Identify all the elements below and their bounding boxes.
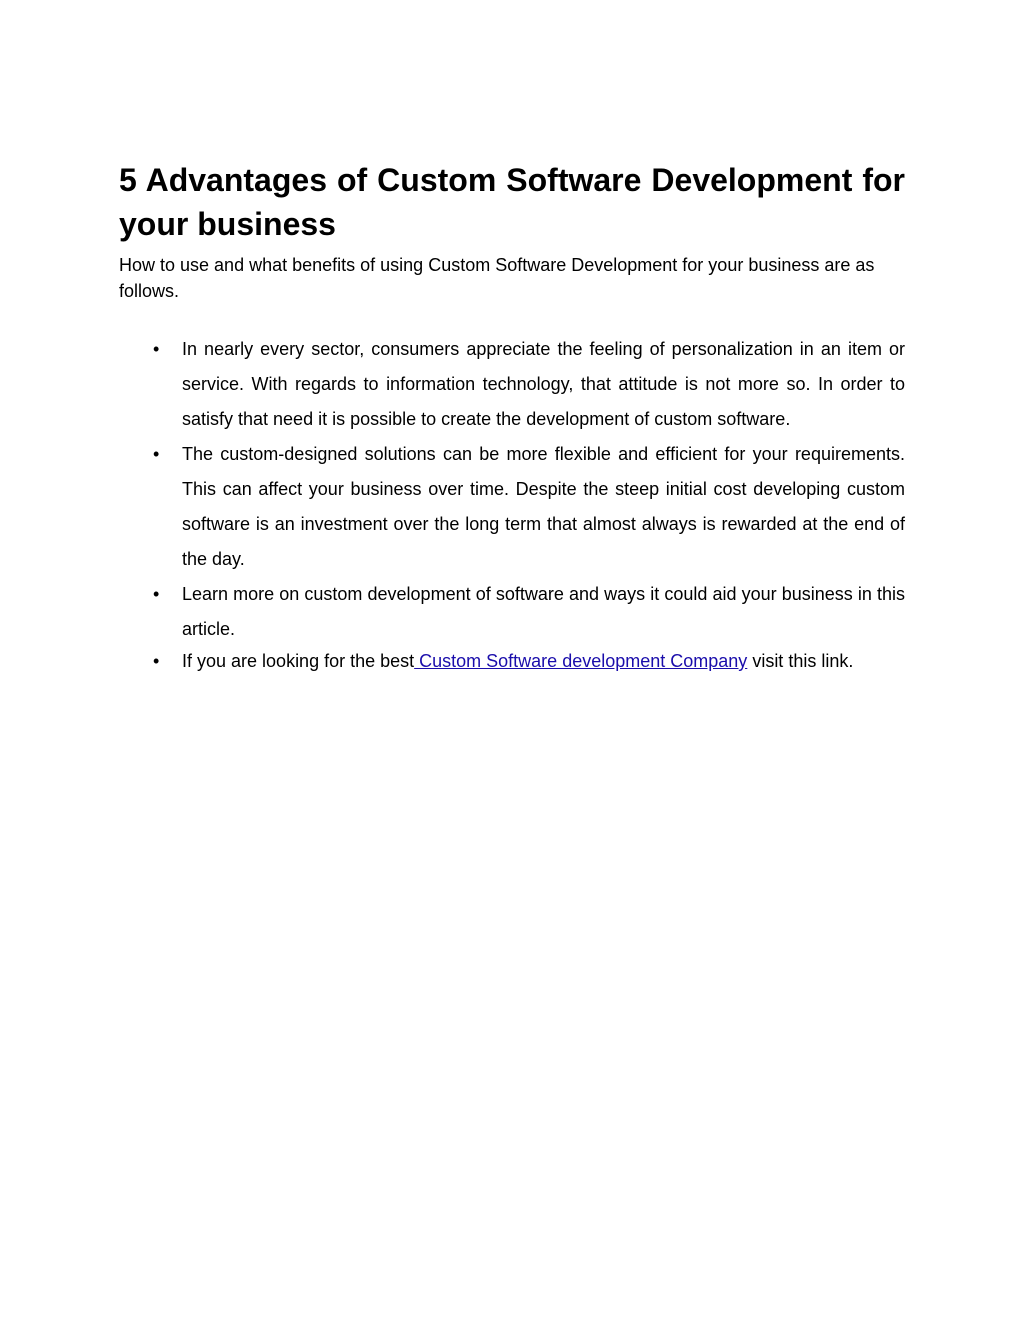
list-item-text: Learn more on custom development of software and ways it could aid your business in this article. [182, 584, 905, 639]
list-item-text [182, 648, 905, 674]
document-title: 5 Advantages of Custom Software Development for your business [119, 162, 905, 242]
list-item [119, 437, 905, 577]
list-item-text-after: visit this link. [747, 651, 854, 671]
custom-software-company-link[interactable]: Custom Software development Company [414, 651, 748, 671]
list-item-text: In nearly every sector, consumers appreciate the feeling of personalization in an item or service. With regards to information technology, that attitude is not more so. In order to satisfy that need it is possible to create the development of custom software. [182, 339, 905, 429]
bullet-icon: • [153, 584, 160, 604]
advantages-list [119, 332, 905, 674]
bullet-icon: • [153, 651, 160, 671]
document-page [119, 158, 905, 674]
list-item [119, 577, 905, 647]
list-item-text: The custom-designed solutions can be more flexible and efficient for your requirements. This can affect your business over time. Despite the steep initial cost developing custom software is an investment over the long term that almost always is rewarded at the end of the day. [182, 444, 905, 569]
list-item-text-before: If you are looking for the best [182, 651, 415, 671]
bullet-icon: • [153, 339, 160, 359]
bullet-icon: • [153, 444, 160, 464]
list-item [119, 332, 905, 437]
intro-paragraph: How to use and what benefits of using Custom Software Development for your business are as follows. [119, 255, 875, 301]
list-item [119, 648, 905, 674]
